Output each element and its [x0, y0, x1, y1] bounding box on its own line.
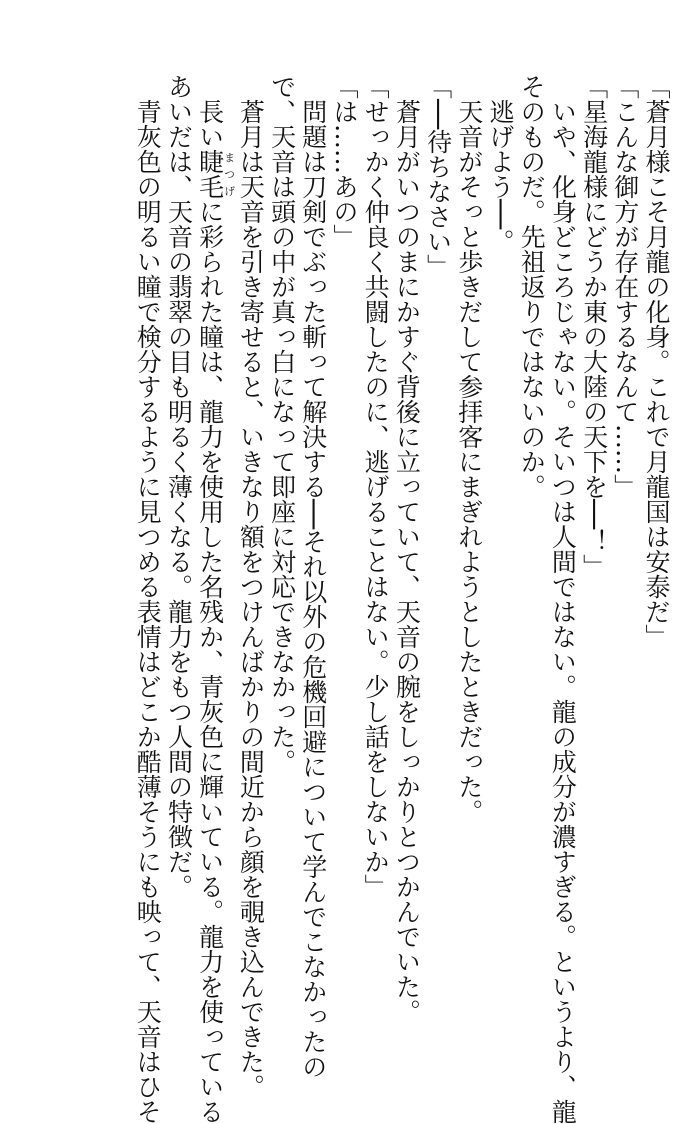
text-line-3: 「星海龍様にどうか東の大陸の天下を──！」	[579, 74, 609, 580]
text-line-10: 「せっかく仲良く共闘したのに、逃げることはない。少し話をしないか」	[361, 74, 391, 899]
text-line-8: 「──待ちなさい」	[423, 74, 453, 280]
ruby-line-before: 長い	[195, 74, 225, 149]
text-line-1: 「蒼月様こそ月龍の化身。これで月龍国は安泰だ」	[642, 74, 671, 649]
text-line-11: 「は……あの」	[329, 74, 359, 249]
ruby-annotation	[195, 149, 236, 199]
text-line-13: で、天音は頭の中が真っ白になって即座に対応できなかった。	[267, 74, 297, 774]
text-line-5: そのものだ。先祖返りではないのか。	[517, 74, 547, 499]
text-line-17: 青灰色の明るい瞳で検分するように見つめる表情はどこか酷薄そうにも映って、天音はひそ	[133, 74, 163, 1124]
text-line-2: 「こんな御方が存在するなんて……」	[610, 74, 640, 499]
text-line-16: あいだは、天音の翡翠の目も明るく薄くなる。龍力をもつ人間の特徴だ。	[164, 74, 194, 899]
text-line-9: 蒼月がいつのまにかすぐ背後に立っていて、天音の腕をしっかりとつかんでいた。	[392, 74, 422, 1024]
ruby-base: 睫毛	[195, 149, 225, 199]
text-line-6: 逃げよう──。	[485, 74, 515, 255]
text-line-7: 天音がそっと歩きだして参拝客にまぎれようとしたときだった。	[454, 74, 484, 824]
ruby-line-after: に彩られた瞳は、龍力を使用した名残か、青灰色に輝いている。龍力を使っている	[195, 199, 225, 1124]
text-line-12: 問題は刀剣でぶった斬って解決する──それ以外の危機回避について学んでこなかったの	[298, 74, 328, 1080]
text-line-14: 蒼月は天音を引き寄せると、いきなり額をつけんばかりの間近から顔を覗き込んできた。	[236, 74, 266, 1099]
ruby-reading: まつげ	[222, 149, 236, 199]
vertical-text-block	[132, 74, 672, 1124]
text-line-15-with-ruby	[194, 74, 236, 1124]
text-line-4: いや、化身どころじゃない。そいつは人間ではない。龍の成分が濃すぎる。というより、龍	[548, 74, 578, 1124]
